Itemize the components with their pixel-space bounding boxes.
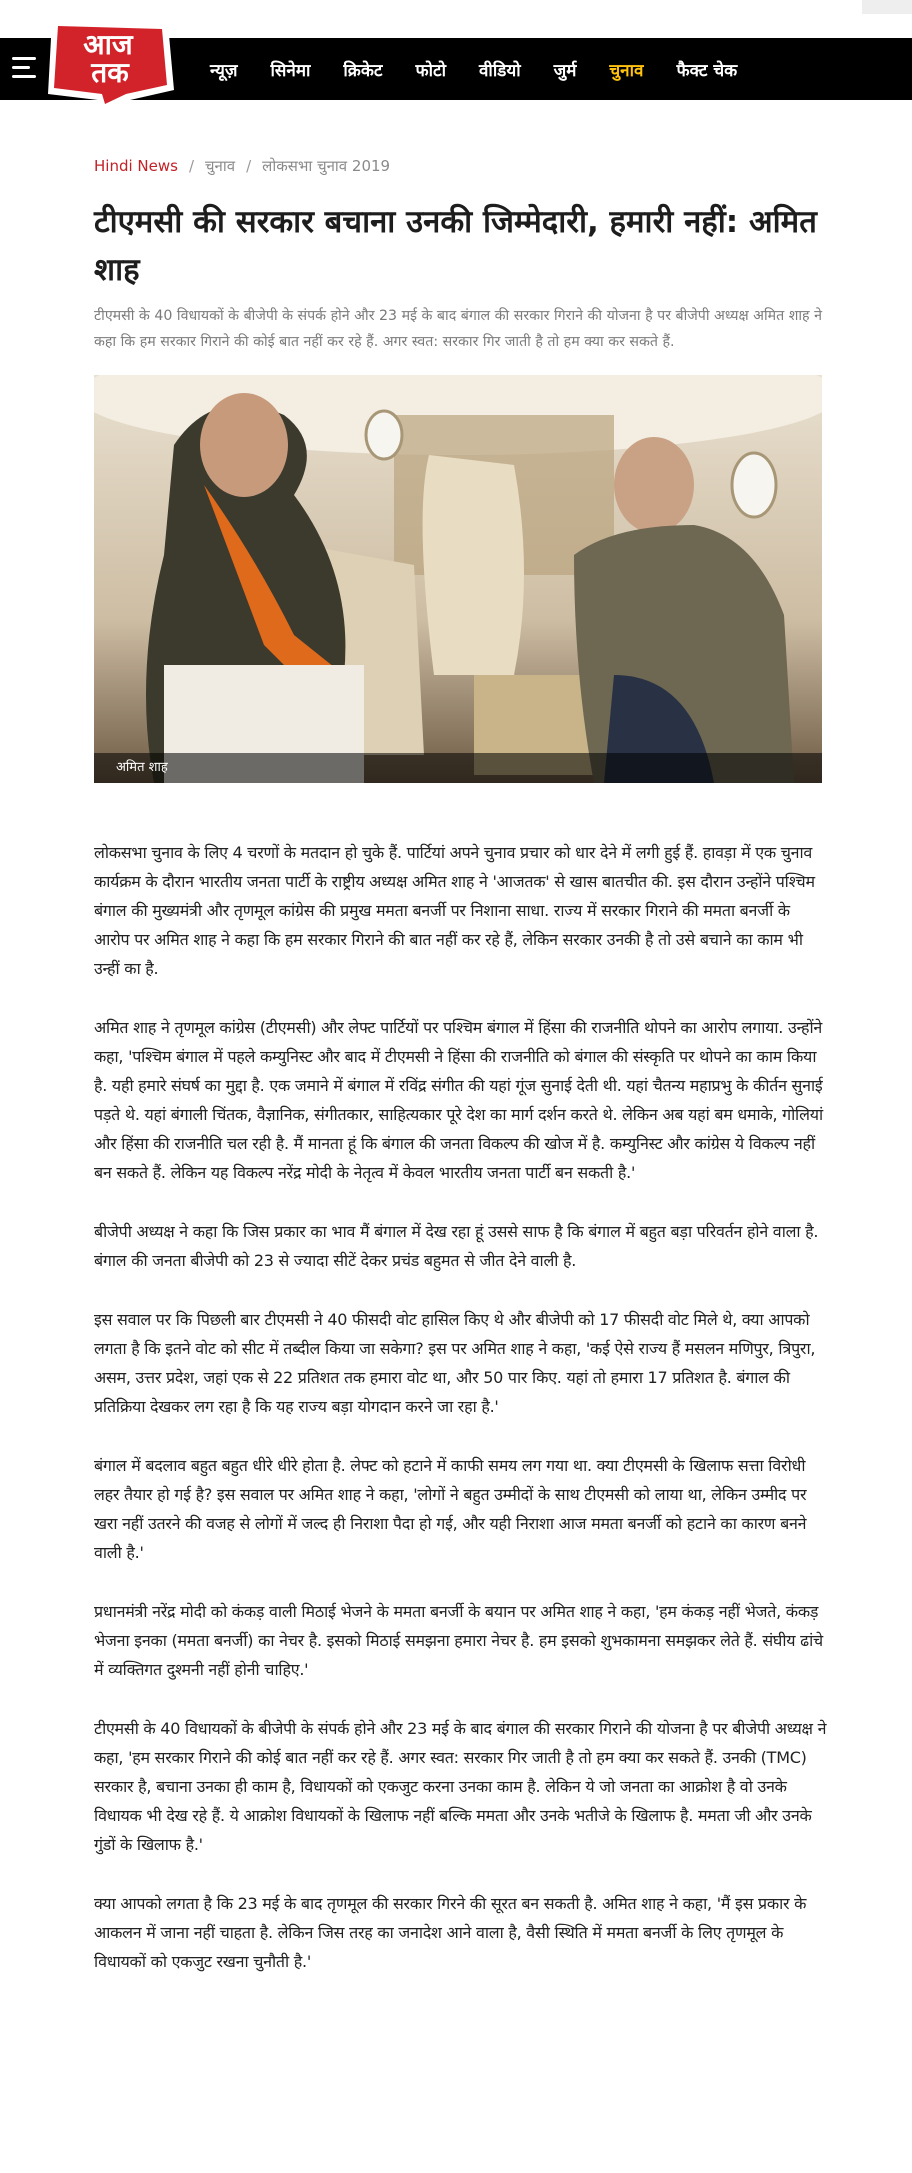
breadcrumb-section-link[interactable]: चुनाव (205, 157, 236, 175)
hamburger-menu-icon[interactable] (12, 57, 36, 79)
image-caption: अमित शाह (116, 760, 168, 775)
nav-item-cinema[interactable]: सिनेमा (270, 60, 311, 81)
breadcrumb-separator: / (246, 157, 252, 175)
image-caption-overlay (94, 753, 822, 783)
aajtak-logo[interactable] (42, 16, 178, 114)
article-paragraph: प्रधानमंत्री नरेंद्र मोदी को कंकड़ वाली मिठाई भेजने के ममता बनर्जी के बयान पर अमित शाह ने कहा, 'हम कंकड़ नहीं भेजते, कंकड़ भेजना इनका (ममता बनर्जी) का नेचर है. इसको मिठाई समझना हमारा नेचर है. हम इसको शुभकामना समझकर लेते हैं. संघीय ढांचे में व्यक्तिगत दुश्मनी नहीं होनी चाहिए.' (94, 1602, 823, 1679)
article-paragraph: क्या आपको लगता है कि 23 मई के बाद तृणमूल की सरकार गिरने की सूरत बन सकती है. अमित शाह ने कहा, 'मैं इस प्रकार के आकलन में जाना नहीं चाहता है. लेकिन जिस तरह का जनादेश आने वाला है, वैसी स्थिति में ममता बनर्जी के लिए तृणमूल के विधायकों को एकजुट रखना चुनौती है.' (94, 1894, 807, 1971)
nav-item-cricket[interactable]: क्रिकेट (343, 60, 383, 81)
nav-item-photo[interactable]: फोटो (415, 60, 446, 81)
article-summary: टीएमसी के 40 विधायकों के बीजेपी के संपर्क होने और 23 मई के बाद बंगाल की सरकार गिराने की योजना है पर बीजेपी अध्यक्ष अमित शाह ने कहा कि हम सरकार गिराने की कोई बात नहीं कर रहे हैं. अगर स्वत: सरकार गिर जाती है तो हम क्या कर सकते हैं. (94, 308, 822, 350)
nav-menu (210, 38, 770, 100)
svg-text:तक: तक (91, 56, 129, 89)
breadcrumb (94, 156, 390, 176)
nav-item-video[interactable]: वीडियो (478, 60, 521, 81)
photo-amit-shah-in-aircraft (94, 375, 822, 783)
article-hero-image (94, 375, 822, 783)
article-paragraph: बीजेपी अध्यक्ष ने कहा कि जिस प्रकार का भाव मैं बंगाल में देख रहा हूं उससे साफ है कि बंगाल में बहुत बड़ा परिवर्तन होने वाला है. बंगाल की जनता बीजेपी को 23 से ज्यादा सीटें देकर प्रचंड बहुमत से जीत देने वाली है. (94, 1222, 819, 1270)
nav-item-crime[interactable]: जुर्म (553, 60, 577, 81)
article-paragraph: टीएमसी के 40 विधायकों के बीजेपी के संपर्क होने और 23 मई के बाद बंगाल की सरकार गिराने की योजना है पर बीजेपी अध्यक्ष ने कहा, 'हम सरकार गिराने की कोई बात नहीं कर रहे हैं. अगर स्वत: सरकार गिर जाती है तो हम क्या कर सकते हैं. उनकी (TMC) सरकार है, बचाना उनका ही काम है, विधायकों को एकजुट करना उनका काम है. लेकिन ये जो जनता का आक्रोश है वो उनके विधायक भी देख रहे हैं. ये आक्रोश विधायकों के खिलाफ नहीं बल्कि ममता और उनके भतीजे के खिलाफ है. ममता जी और उनके गुंडों के खिलाफ है.' (94, 1719, 827, 1854)
article-body (94, 838, 828, 2006)
nav-item-fact-check[interactable]: फैक्ट चेक (676, 60, 738, 81)
article-paragraph: लोकसभा चुनाव के लिए 4 चरणों के मतदान हो चुके हैं. पार्टियां अपने चुनाव प्रचार को धार देने में लगी हुई हैं. हावड़ा में एक चुनाव कार्यक्रम के दौरान भारतीय जनता पार्टी के राष्ट्रीय अध्यक्ष अमित शाह ने 'आजतक' से खास बातचीत की. इस दौरान उन्होंने पश्चिम बंगाल की मुख्यमंत्री और तृणमूल कांग्रेस की प्रमुख ममता बनर्जी पर निशाना साधा. राज्य में सरकार गिराने की ममता बनर्जी के आरोप पर अमित शाह ने कहा कि हम सरकार गिराने की बात नहीं कर रहे हैं, लेकिन सरकार उनकी है तो उसे बचाने का काम भी उन्हीं का है. (94, 843, 815, 978)
article-paragraph: अमित शाह ने तृणमूल कांग्रेस (टीएमसी) और लेफ्ट पार्टियों पर पश्चिम बंगाल में हिंसा की राजनीति थोपने का आरोप लगाया. उन्होंने कहा, 'पश्चिम बंगाल में पहले कम्युनिस्ट और बाद में टीएमसी ने हिंसा की राजनीति को बंगाल की संस्कृति पर थोपने का काम किया है. यही हमारे संघर्ष का मुद्दा है. एक जमाने में बंगाल में रविंद्र संगीत की यहां गूंज सुनाई देती थी. यहां चैतन्य महाप्रभु के कीर्तन सुनाई पड़ते थे. यहां बंगाली चिंतक, वैज्ञानिक, संगीतकार, साहित्यकार पूरे देश का मार्ग दर्शन करते थे. लेकिन अब यहां बम धमाके, गोलियां और हिंसा की राजनीति चल रही है. मैं मानता हूं कि बंगाल की जनता विकल्प की खोज में है. कम्युनिस्ट और कांग्रेस ये विकल्प नहीं बन सकते हैं. लेकिन यह विकल्प नरेंद्र मोदी के नेतृत्व में केवल भारतीय जनता पार्टी बन सकती है.' (94, 1018, 823, 1182)
article-paragraph: बंगाल में बदलाव बहुत बहुत धीरे धीरे होता है. लेफ्ट को हटाने में काफी समय लग गया था. क्या टीएमसी के खिलाफ सत्ता विरोधी लहर तैयार हो गई है? इस सवाल पर अमित शाह ने कहा, 'लोगों ने बहुत उम्मीदों के साथ टीएमसी को लाया था, लेकिन उम्मीद पर खरा नहीं उतरने की वजह से लोगों में जल्द ही निराशा पैदा हो गई, और यही निराशा आज ममता बनर्जी को हटाने का कारण बनने वाली है.' (94, 1456, 807, 1562)
article-headline: टीएमसी की सरकार बचाना उनकी जिम्मेदारी, हमारी नहीं: अमित शाह (94, 204, 817, 288)
breadcrumb-subsection-link[interactable]: लोकसभा चुनाव 2019 (262, 157, 391, 175)
article-paragraph: इस सवाल पर कि पिछली बार टीएमसी ने 40 फीसदी वोट हासिल किए थे और बीजेपी को 17 फीसदी वोट मिले थे, क्या आपको लगता है कि इतने वोट को सीट में तब्दील किया जा सकेगा? इस पर अमित शाह ने कहा, 'कई ऐसे राज्य हैं मसलन मणिपुर, त्रिपुरा, असम, उत्तर प्रदेश, जहां एक से 22 प्रतिशत तक हमारा वोट था, और 50 पार किए. यहां तो हमारा 17 प्रतिशत है. बंगाल की प्रतिक्रिया देखकर लग रहा है कि यह राज्य बड़ा योगदान करने जा रहा है.' (94, 1310, 816, 1416)
nav-item-news[interactable]: न्यूज़ (210, 60, 238, 81)
aajtak-logo-icon (42, 16, 178, 114)
breadcrumb-home-link[interactable]: Hindi News (94, 157, 178, 175)
top-right-widget[interactable] (862, 0, 912, 14)
breadcrumb-separator: / (188, 157, 195, 175)
nav-item-election[interactable]: चुनाव (609, 60, 644, 81)
svg-text:आज: आज (83, 28, 133, 61)
